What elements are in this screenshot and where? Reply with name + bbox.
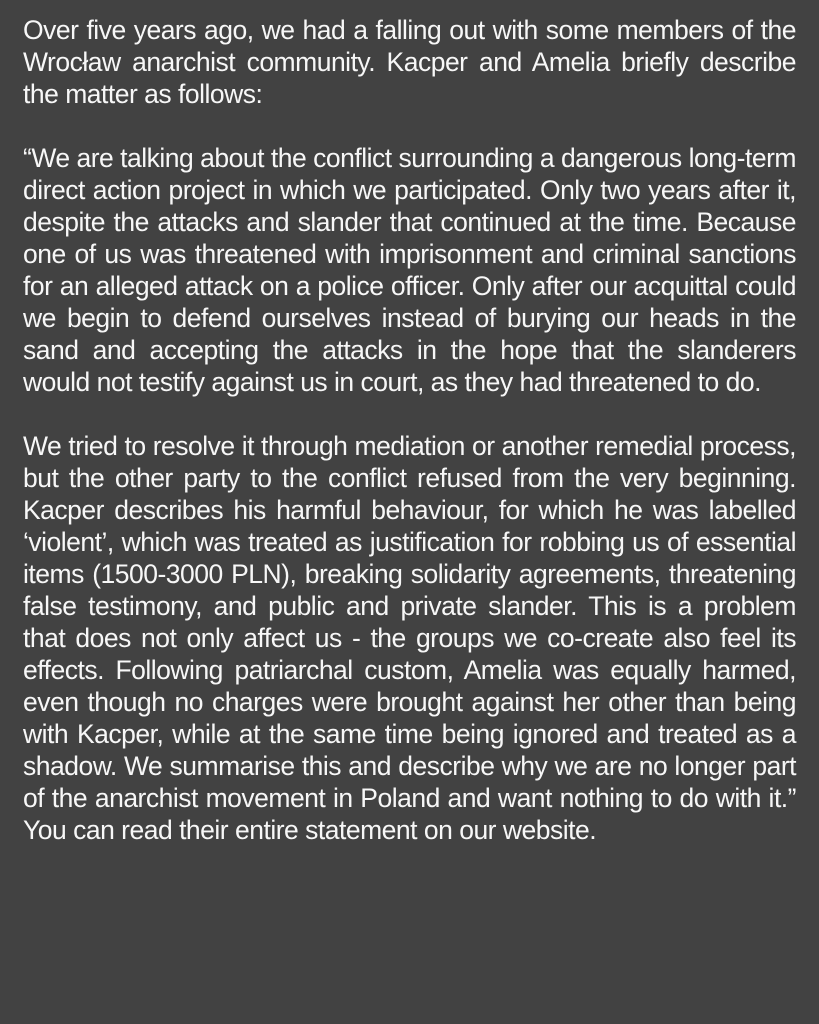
statement-paragraph-intro: Over five years ago, we had a falling out with some members of the Wrocław anarchist community. Kacper and Amelia briefly describe the matter as follows: bbox=[23, 15, 796, 109]
statement-paragraph-quote-part2: We tried to resolve it through mediation or another remedial process, but the other party to the conflict refused from the very beginning. Kacper describes his harmful behaviour, for which he was labelled ‘violent’, which was treated as justification for robbing us of essential items (1500-3000 PLN), breaking solidarity agreements, threatening false testimony, and public and private slander. This is a problem that does not only affect us - the groups we co-create also feel its effects. Following patriarchal custom, Amelia was equally harmed, even though no charges were brought against her other than being with Kacper, while at the same time being ignored and treated as a shadow. We summarise this and describe why we are no longer part of the anarchist movement in Poland and want nothing to do with it.” You can read their entire statement on our website. bbox=[23, 431, 796, 845]
statement-paragraph-quote-part1: “We are talking about the conflict surrounding a dangerous long-term direct action project in which we participated. Only two years after it, despite the attacks and slander that continued at the time. Because one of us was threatened with imprisonment and criminal sanctions for an alleged attack on a police officer. Only after our acquittal could we begin to defend ourselves instead of burying our heads in the sand and accepting the attacks in the hope that the slanderers would not testify against us in court, as they had threatened to do. bbox=[23, 143, 796, 397]
